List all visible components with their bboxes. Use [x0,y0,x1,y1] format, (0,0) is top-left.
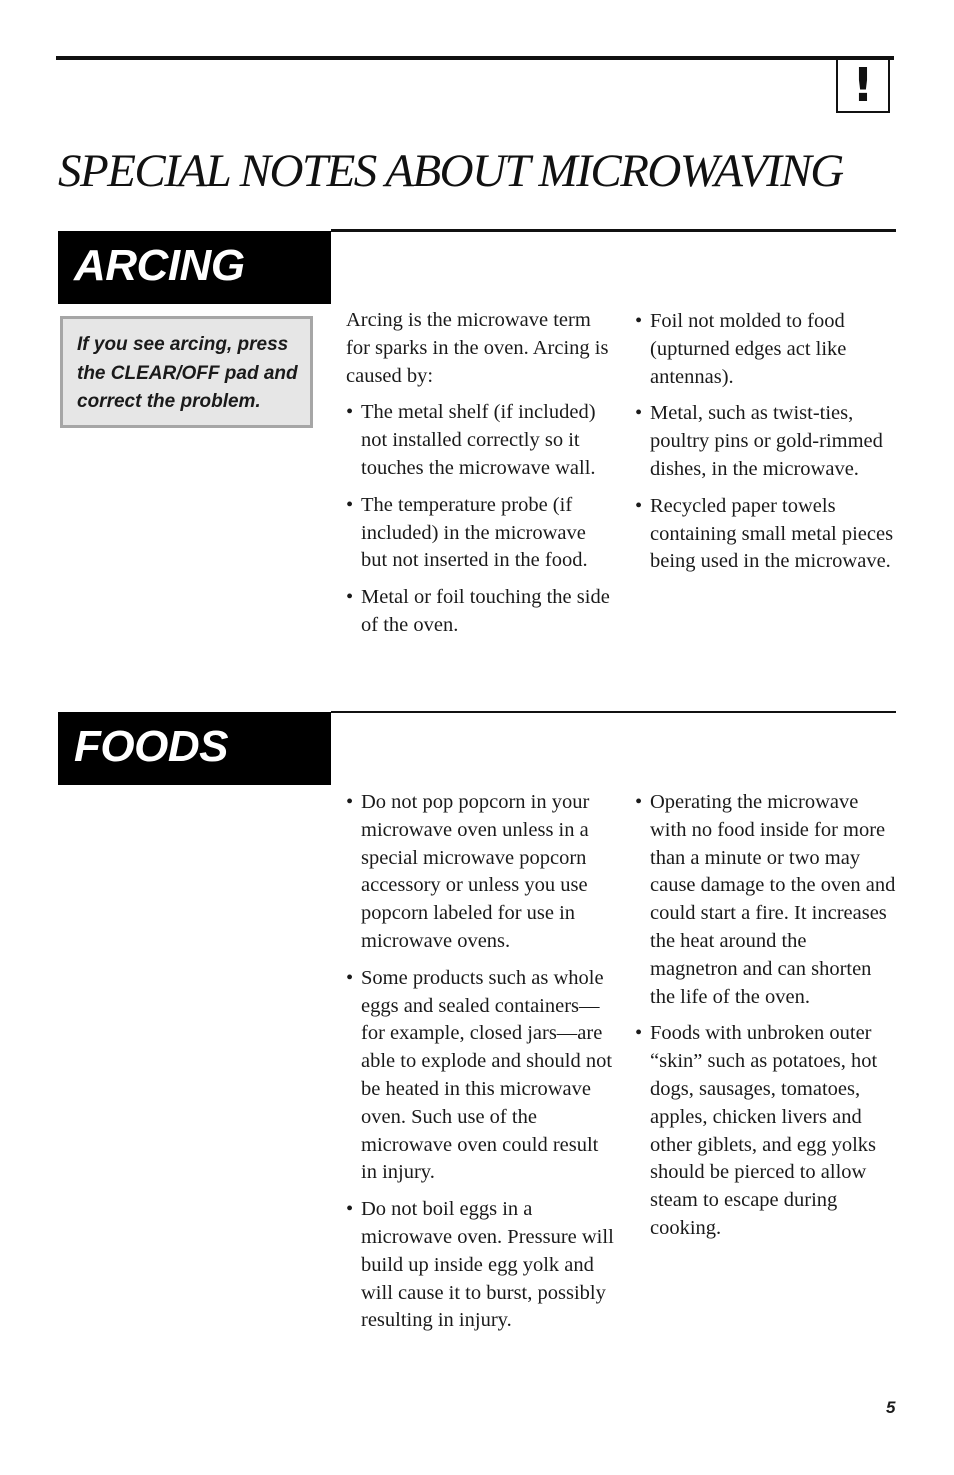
list-item: • Do not boil eggs in a microwave oven. Pressure will build up inside egg yolk and will cause it to burst, possibly resulting in injury. [346,1196,614,1335]
arcing-callout-text: If you see arcing, press the CLEAR/OFF pad and correct the problem. [77,334,298,412]
list-item: • The metal shelf (if included) not installed correctly so it touches the microwave wall. [346,399,614,482]
arcing-left-column [346,307,614,649]
list-item: • Foil not molded to food (upturned edges act like antennas). [635,308,897,391]
foods-heading: FOODS [74,722,228,771]
list-item: • The temperature probe (if included) in the microwave but not inserted in the food. [346,492,614,575]
arcing-right-column [635,308,897,585]
caution-box [836,58,890,113]
foods-right-list [635,789,897,1243]
list-item: • Operating the microwave with no food inside for more than a minute or two may cause damage to the oven and could start a fire. It increases the heat around the magnetron and can shorten the life of the oven. [635,789,897,1011]
foods-heading-bar [58,712,331,785]
foods-left-list [346,789,614,1335]
exclamation-icon: ! [852,57,874,112]
list-item: • Recycled paper towels containing small metal pieces being used in the microwave. [635,493,897,576]
list-item: • Metal or foil touching the side of the oven. [346,584,614,640]
foods-right-column [635,789,897,1252]
foods-rule [331,711,896,713]
arcing-heading: ARCING [74,241,245,290]
foods-left-column [346,789,614,1344]
arcing-left-list [346,399,614,639]
list-item: • Do not pop popcorn in your microwave oven unless in a special microwave popcorn accessory or unless you use popcorn labeled for use in microwave ovens. [346,789,614,956]
page-title: SPECIAL NOTES ABOUT MICROWAVING [58,145,843,197]
arcing-rule [331,229,896,232]
list-item: • Some products such as whole eggs and sealed containers—for example, closed jars—are able to explode and should not be heated in this microwave oven. Such use of the microwave oven could result in injury. [346,965,614,1187]
top-rule [56,56,894,60]
page-number: 5 [886,1398,896,1417]
arcing-heading-bar [58,231,331,304]
list-item: • Metal, such as twist-ties, poultry pins or gold-rimmed dishes, in the microwave. [635,400,897,483]
arcing-right-list [635,308,897,576]
arcing-intro: Arcing is the microwave term for sparks in the oven. Arcing is caused by: [346,309,609,387]
list-item: • Foods with unbroken outer “skin” such as potatoes, hot dogs, sausages, tomatoes, apples, chicken livers and other giblets, and egg yolks should be pierced to allow steam to escape during cooking. [635,1020,897,1242]
arcing-callout [60,316,313,428]
